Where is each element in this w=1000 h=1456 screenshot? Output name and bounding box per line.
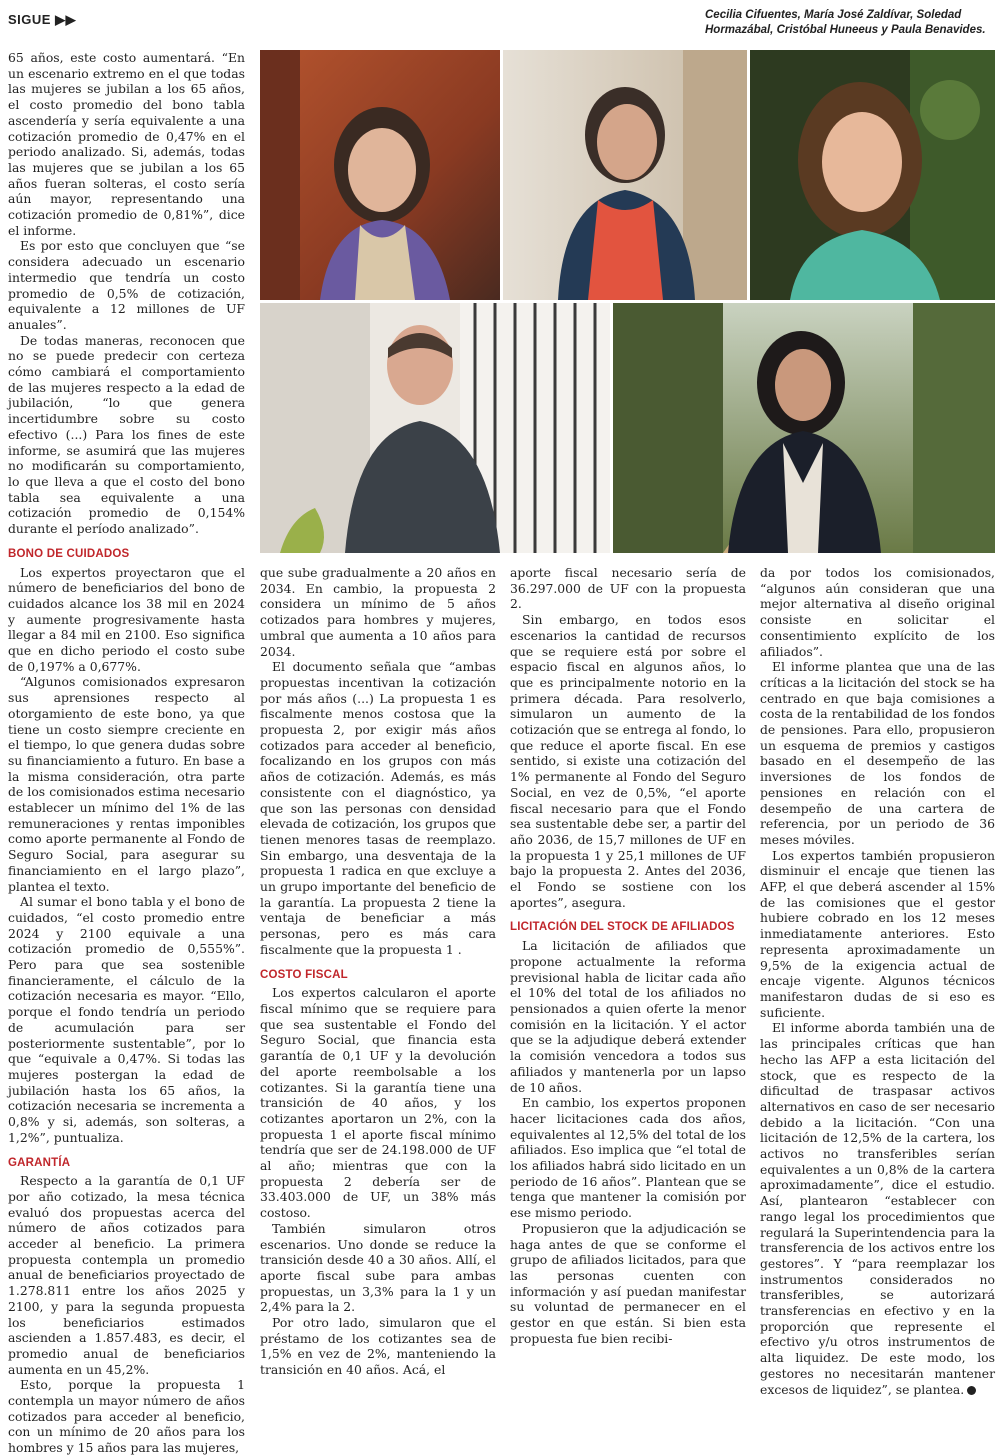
paragraph: Por otro lado, simularon que el préstamo de los cotizantes sea de 1,5% en vez de 2%, manteniendo la transición en 40 años. Acá, el [260, 1315, 496, 1378]
paragraph: Es por esto que concluyen que “se considera adecuado un escenario intermedio que tendría un costo promedio de 0,5% de cotización, equivalente a 12 millones de UF anuales”. [8, 238, 245, 332]
paragraph: Sin embargo, en todos esos escenarios la cantidad de recursos que se requiere está por sobre el espacio fiscal en algunos años, lo que es principalmente notorio en la primera década. Para resolverlo, simularon un aumento de la cotización que se entrega al fondo, lo que reduce el aporte fiscal. En ese sentido, si existe una cotización del 1% permanente al Fondo del Seguro Social, en vez de 0,5%, “el aporte fiscal necesario para que el Fondo sea sustentable debe ser, a partir del año 2036, de 15,7 millones de UF en la propuesta 1 y 25,1 millones de UF bajo la propuesta 2. Antes del 2036, el Fondo se sostiene con los aportes”, asegura. [510, 612, 746, 910]
paragraph: El informe plantea que una de las críticas a la licitación del stock se ha centrado en que baja comisiones a costa de la rentabilidad de los fondos de pensiones. Para ello, propusieron un esquema de premios y castigos basado en el desempeño de las inversiones de los fondos de pensiones en relación con el desempeño de una cartera de referencia, por un periodo de 36 meses móviles. [760, 659, 995, 847]
paragraph: Al sumar el bono tabla y el bono de cuidados, “el costo promedio entre 2024 y 2100 equivale a una cotización promedio de 0,555%”. Pero para que sea sostenible financieramente, el cálculo de la cotización necesaria es mayor. “Ello, porque el fondo tendría un periodo de acumulación para ser posteriormente sustentable”, por lo que “equivale a 0,47%. Si todas las mujeres postergan la edad de jubilación hasta los 65 años, la cotización necesaria se incrementa a 0,8% y si, además, son solteras, a 1,2%”, puntualiza. [8, 894, 245, 1145]
paragraph: Propusieron que la adjudicación se haga antes de que se conforme el grupo de afiliados licitados, para que las personas cuenten con información y así puedan manifestar su voluntad de permanecer en el gestor en que están. Si bien esta propuesta fue bien recibi- [510, 1220, 746, 1346]
portrait-photo-1 [260, 50, 500, 300]
paragraph: De todas maneras, reconocen que no se puede predecir con certeza cómo cambiará el comportamiento de las mujeres respecto a la edad de jubilación, “lo que genera incertidumbre sobre su costo efectivo (...) Para los fines de este informe, se asumirá que las mujeres no modificarán su comportamiento, lo que lleva a que el costo del bono tabla sea equivalente a una cotización promedio de 0,154% durante el período analizado”. [8, 332, 245, 537]
paragraph: El documento señala que “ambas propuestas incentivan la cotización por más años (...) La propuesta 1 es fiscalmente menos costosa que la propuesta 2, por exigir más años cotizados para acceder al beneficio, focalizando en los grupos con más años de cotización. Además, es más consistente con el diagnóstico, ya que son las personas con densidad elevada de cotización, los grupos que tienen menores tasas de reemplazo. Sin embargo, una desventaja de la propuesta 1 radica en que excluye a un grupo importante del beneficio de la garantía. La propuesta 2 tiene la ventaja de beneficiar a más personas, pero es más cara fiscalmente que la propuesta 1 . [260, 659, 496, 957]
portrait-photo-5 [613, 303, 995, 553]
section-heading-garantia: GARANTÍA [8, 1156, 71, 1169]
article-column-1 [8, 50, 245, 1456]
paragraph: La licitación de afiliados que propone actualmente la reforma previsional habla de licitar cada año el 10% del total de los afiliados no pensionados a quien oferte la menor comisión en la licitación. Y el actor que se la adjudique deberá extender la comisión vencedora a todos sus afiliados y mantenerla por un lapso de 10 años. [510, 938, 746, 1095]
article-column-3 [510, 565, 746, 1346]
portrait-photo-4 [260, 303, 610, 553]
paragraph: También simularon otros escenarios. Uno donde se reduce la transición desde 40 a 30 años. Allí, el aporte fiscal sube para ambas propuestas, un 3,3% para la 1 y un 2,4% para la 2. [260, 1220, 496, 1315]
portrait-photo-3 [750, 50, 995, 300]
paragraph-last [760, 1020, 995, 1397]
paragraph: En cambio, los expertos proponen hacer licitaciones cada dos años, equivalentes al 12,5% del total de los afiliados. Eso implica que “el total de los afiliados habrá sido licitado en un periodo de 16 años”. Plantean que se tenga que mantener la comisión por ese mismo periodo. [510, 1095, 746, 1221]
continues-marker: SIGUE ▶▶ [8, 12, 77, 27]
portrait-photo-2 [503, 50, 747, 300]
paragraph-text: El informe aborda también una de las principales críticas que han hecho las AFP a esta licitación del stock, que es respecto de la dificultad de traspasar activos alternativos en caso de ser necesario debido a la licitación. “Con una licitación de 12,5% de la cartera, los activos no transferibles serían equivalentes a un 0,8% de la cartera aproximadamente”, dice el estudio. Así, plantearon “establecer con rango legal los procedimientos que regulará la Superintendencia para la transferencia de los activos entre los gestores”. Y “para reemplazar los instrumentos considerados no transferibles, se autorizará transferencias en efectivo y en la proporción que represente el efectivo y/u otros instrumentos de alta liquidez. De este modo, los gestores no necesitarán mantener excesos de liquidez”, se plantea. [760, 1020, 995, 1397]
paragraph: Los expertos también propusieron disminuir el encaje que tienen las AFP, el que deberá ascender al 15% de las comisiones que el gestor hubiere cobrado en los 12 meses inmediatamente anteriores. Esto representa aproximadamente un 9,5% de la exigencia actual de encaje vigente. Algunos técnicos manifestaron dudas de si eso es suficiente. [760, 847, 995, 1020]
paragraph: Los expertos calcularon el aporte fiscal mínimo que se requiere para que sea sustentable el Fondo del Seguro Social, que financia esta garantía de 0,1 UF y la devolución del aporte reembolsable a los cotizantes. Si la garantía tiene una transición de 40 años, y los cotizantes aportaron un 2%, con la propuesta 1 el aporte fiscal mínimo tendría que ser de 24.198.000 de UF al año; mientras que con la propuesta 2 debería ser de 33.403.000 de UF, un 38% más costoso. [260, 985, 496, 1221]
paragraph: que sube gradualmente a 20 años en 2034. En cambio, la propuesta 2 considera un mínimo de 5 años cotizados para hombres y mujeres, umbral que aumenta a 10 años para 2034. [260, 565, 496, 659]
section-heading-bono-cuidados: BONO DE CUIDADOS [8, 547, 130, 560]
paragraph: Esto, porque la propuesta 1 contempla un mayor número de años cotizados para acceder al beneficio, con un mínimo de 20 años para los hombres y 15 años para las mujeres, [8, 1377, 245, 1456]
article-column-4 [760, 565, 995, 1397]
section-heading-licitacion: LICITACIÓN DEL STOCK DE AFILIADOS [510, 921, 735, 934]
paragraph: Los expertos proyectaron que el número de beneficiarios del bono de cuidados alcance los 38 mil en 2024 y aumente progresivamente hasta llegar a 84 mil en 2100. Eso significa que en dicho periodo el costo sube de 0,197% a 0,677%. [8, 564, 245, 674]
paragraph: 65 años, este costo aumentará. “En un escenario extremo en el que todas las mujeres se jubilan a los 65 años, el costo promedio del bono tabla ascendería y sería equivalente a una cotización promedio de 0,47% en el periodo analizado. Si, además, todas las mujeres que se jubilan a los 65 años fueran solteras, el costo sería aún mayor, representando una cotización promedio de 0,81%”, dice el informe. [8, 50, 245, 238]
paragraph: Respecto a la garantía de 0,1 UF por año cotizado, la mesa técnica evaluó dos propuestas acerca del número de años cotizados para acceder al beneficio. La primera propuesta contempla un promedio anual de beneficiarios proyectado de 1.278.811 entre los años 2025 y 2100, y para la segunda propuesta los beneficiarios estimados ascienden a 1.857.483, es decir, el promedio anual de beneficiarios aumenta en un 45,2%. [8, 1173, 245, 1377]
paragraph: “Algunos comisionados expresaron sus aprensiones respecto al otorgamiento de este bono, ya que tiene un costo siempre creciente en el tiempo, lo que genera dudas sobre su financiamiento a futuro. En base a la misma consideración, otra parte de los comisionados estima necesario establecer un mínimo del 1% de las remuneraciones y rentas imponibles como aporte permanente al Fondo de Seguro Social, para asegurar su financiamiento en el largo plazo”, plantea el texto. [8, 674, 245, 894]
paragraph: da por todos los comisionados, “algunos aún consideran que una mejor alternativa al diseño original consiste en solicitar el consentimiento explícito de los afiliados”. [760, 565, 995, 659]
paragraph: aporte fiscal necesario sería de 36.297.000 de UF con la propuesta 2. [510, 565, 746, 612]
photo-credit: Cecilia Cifuentes, María José Zaldívar, Soledad Hormazábal, Cristóbal Huneeus y Paula Benavides. [705, 9, 986, 36]
section-heading-costo-fiscal: COSTO FISCAL [260, 968, 348, 981]
end-of-article-icon [967, 1386, 976, 1395]
article-column-2 [260, 565, 496, 1378]
